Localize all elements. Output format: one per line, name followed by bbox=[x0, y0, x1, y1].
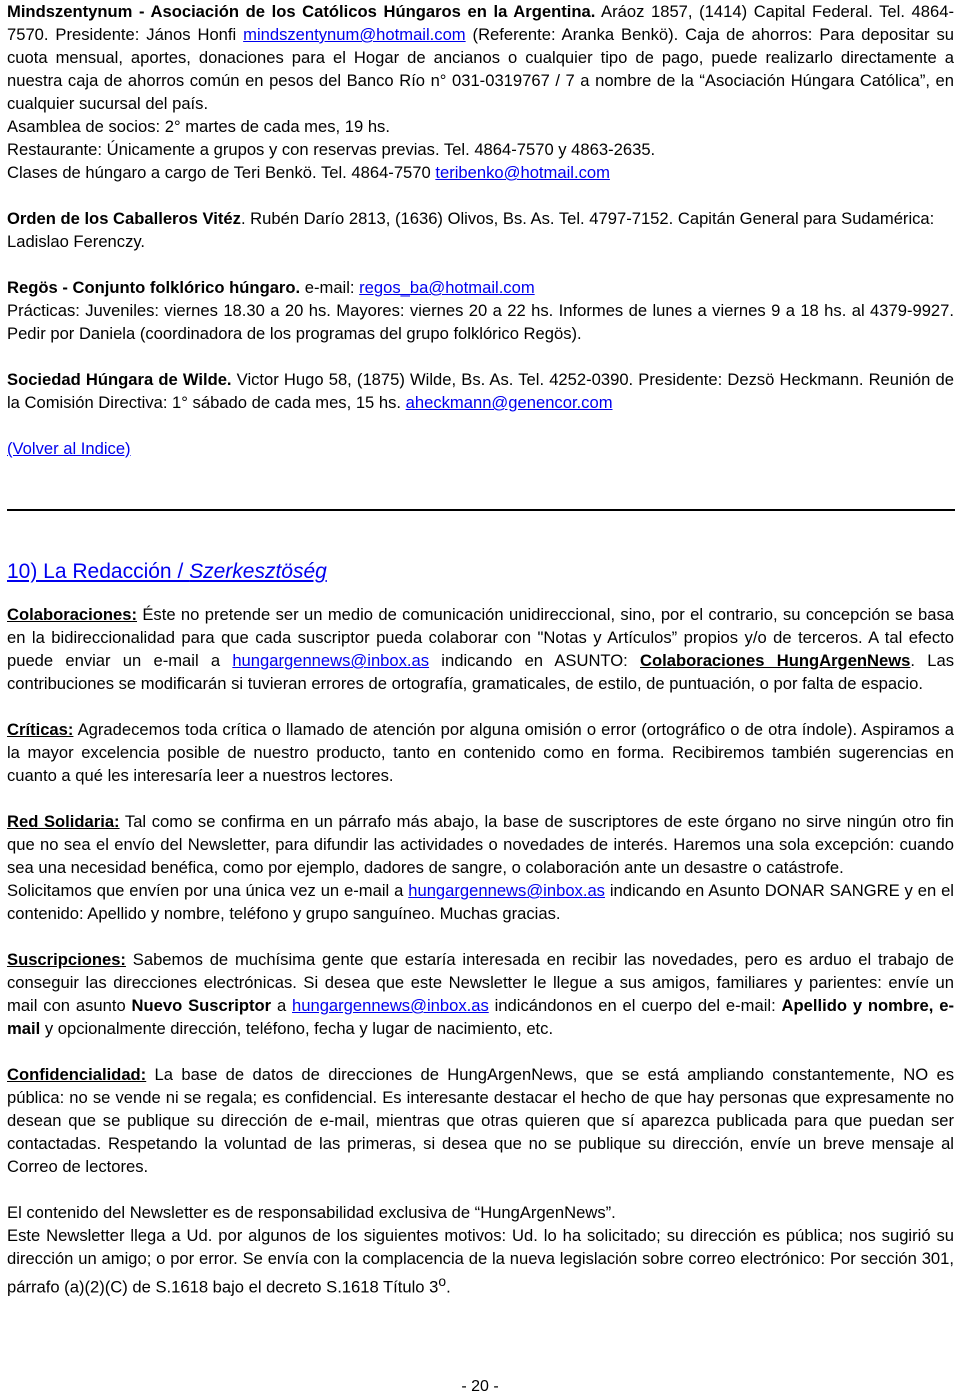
suscripciones-label: Suscripciones: bbox=[7, 950, 126, 969]
top-section bbox=[7, 0, 954, 460]
wilde-title: Sociedad Húngara de Wilde. bbox=[7, 370, 232, 389]
confidencialidad-label: Confidencialidad: bbox=[7, 1065, 147, 1084]
clases-text: Clases de húngaro a cargo de Teri Benkö. Tel. 4864-7570 bbox=[7, 163, 436, 182]
section-title-hungarian: Szerkesztöség bbox=[189, 560, 327, 583]
back-to-index-link[interactable]: (Volver al Indice) bbox=[7, 439, 131, 458]
back-to-index-paragraph bbox=[7, 437, 954, 460]
restaurante-line: Restaurante: Únicamente a grupos y con reservas previas. Tel. 4864-7570 y 4863-2635. bbox=[7, 140, 656, 159]
responsabilidad-line: El contenido del Newsletter es de responsabilidad exclusiva de “HungArgenNews”. bbox=[7, 1203, 616, 1222]
section-title-text: 10) La Redacción / bbox=[7, 560, 190, 583]
suscripciones-a: a bbox=[271, 996, 293, 1015]
mindszentynum-paragraph bbox=[7, 0, 954, 115]
suscripciones-text: Sabemos de muchísima gente que estaría interesada en recibir las novedades, pero es arduo el trabajo de conseguir las direcciones electrónicas. Si desea que este Newsletter le llegue a sus amigos, familiares y parientes: envíe un mail con asunto bbox=[7, 950, 954, 1015]
regos-title: Regös - Conjunto folklórico húngaro. bbox=[7, 278, 301, 297]
criticas-paragraph bbox=[7, 718, 954, 787]
red-solidaria-request-end: indicando en Asunto DONAR SANGRE y en el contenido: Apellido y nombre, teléfono y grupo sanguíneo. Muchas gracias. bbox=[7, 881, 954, 923]
colaboraciones-label: Colaboraciones: bbox=[7, 605, 138, 624]
motivos-text: Este Newsletter llega a Ud. por algunos de los siguientes motivos: Ud. lo ha solicitado; su dirección es pública; nos sugirió su dirección un amigo; o por error. Se envía con la complacencia de la nueva legislación sobre correo electrónico: Por sección 301, párrafo (a)(2)(C) de S.1618 bajo el decreto S.1618 Título 3 bbox=[7, 1226, 954, 1297]
superscript-o: o bbox=[438, 1273, 447, 1289]
suscripciones-paragraph bbox=[7, 948, 954, 1040]
criticas-text: Agradecemos toda crítica o llamado de atención por alguna omisión o error (ortográfico o de otra índole). Aspiramos a la mayor excelencia posible de nuestro producto, tanto en contenido como en forma. Recibiremos también sugerencias en cuanto a qué les interesaría leer a nuestros lectores. bbox=[7, 720, 954, 785]
red-solidaria-paragraph bbox=[7, 810, 954, 879]
asamblea-line: Asamblea de socios: 2° martes de cada mes, 19 hs. bbox=[7, 117, 390, 136]
motivos-paragraph bbox=[7, 1224, 954, 1299]
wilde-text: Victor Hugo 58, (1875) Wilde, Bs. As. Tel. 4252-0390. Presidente: Dezsö Heckmann. Reunión de la Comisión Directiva: 1° sábado de cada mes, 15 hs. bbox=[7, 370, 954, 412]
vitez-text: . Rubén Darío 2813, (1636) Olivos, Bs. As. Tel. 4797-7152. Capitán General para Sudamérica: Ladislao Ferenczy. bbox=[7, 209, 935, 251]
red-solidaria-request-text: Solicitamos que envíen por una única vez un e-mail a bbox=[7, 881, 409, 900]
vitez-title: Orden de los Caballeros Vitéz bbox=[7, 209, 241, 228]
apellido-nombre-bold: Apellido y nombre, e-mail bbox=[7, 996, 954, 1038]
wilde-paragraph bbox=[7, 368, 954, 414]
colaboraciones-subject: Colaboraciones HungArgenNews bbox=[640, 651, 911, 670]
mindszentynum-title: Mindszentynum - Asociación de los Católicos Húngaros en la Argentina. bbox=[7, 2, 596, 21]
teribenko-email-link[interactable]: teribenko@hotmail.com bbox=[435, 163, 610, 182]
motivos-end: . bbox=[446, 1277, 451, 1297]
section-title[interactable] bbox=[7, 558, 327, 586]
red-solidaria-request bbox=[7, 879, 954, 925]
red-solidaria-label: Red Solidaria: bbox=[7, 812, 120, 831]
regos-title-line bbox=[7, 276, 954, 299]
red-solidaria-email-link[interactable]: hungargennews@inbox.as bbox=[408, 881, 605, 900]
vitez-paragraph bbox=[7, 207, 954, 253]
mindszentynum-email-link[interactable]: mindszentynum@hotmail.com bbox=[243, 25, 466, 44]
colaboraciones-paragraph bbox=[7, 603, 954, 695]
suscripciones-text-mid: indicándonos en el cuerpo del e-mail: bbox=[488, 996, 782, 1015]
red-solidaria-text: Tal como se confirma en un párrafo más abajo, la base de suscriptores de este órgano no sirve ningún otro fin que no sea el envío del Newsletter, para difundir las actividades o novedades de interés. Haremos una sola excepción: cuando sea una necesidad benéfica, como por ejemplo, dadores de sangre, o colaboración ante un desastre o catástrofe. bbox=[7, 812, 954, 877]
mindszentynum-text: Aráoz 1857, (1414) Capital Federal. Tel. 4864-7570. Presidente: János Honfi bbox=[7, 2, 954, 44]
wilde-email-link[interactable]: aheckmann@genencor.com bbox=[405, 393, 613, 412]
colaboraciones-text: Éste no pretende ser un medio de comunicación unidireccional, sino, por el contrario, su concepción se basa en la bidireccionalidad para que cada suscriptor pueda colaborar con "Notas y Artículos” propios y/o de terceros. A tal efecto puede enviar un e-mail a bbox=[7, 605, 954, 670]
nuevo-suscriptor-bold: Nuevo Suscriptor bbox=[131, 996, 272, 1015]
section-divider bbox=[7, 509, 955, 511]
regos-practicas: Prácticas: Juveniles: viernes 18.30 a 20 hs. Mayores: viernes 20 a 22 hs. Informes de lunes a viernes 9 a 18 hs. al 4379-9927. Pedir por Daniela (coordinadora de los programas del grupo folklórico Regös). bbox=[7, 301, 954, 343]
colaboraciones-email-link[interactable]: hungargennews@inbox.as bbox=[232, 651, 430, 670]
regos-email-link[interactable]: regos_ba@hotmail.com bbox=[359, 278, 535, 297]
suscripciones-text-end: y opcionalmente dirección, teléfono, fecha y lugar de nacimiento, etc. bbox=[40, 1019, 554, 1038]
colaboraciones-text-end: . Las contribuciones se modificarán si tuvieran errores de ortografía, gramaticales, de estilo, de puntuación, o por falta de espacio. bbox=[7, 651, 954, 693]
regos-email-label: e-mail: bbox=[300, 278, 360, 297]
criticas-label: Críticas: bbox=[7, 720, 74, 739]
page-number: - 20 - bbox=[461, 1378, 499, 1395]
suscripciones-email-link[interactable]: hungargennews@inbox.as bbox=[292, 996, 489, 1015]
redaccion-section bbox=[7, 603, 954, 1299]
confidencialidad-paragraph bbox=[7, 1063, 954, 1178]
colaboraciones-asunto: indicando en ASUNTO: bbox=[429, 651, 641, 670]
confidencialidad-text: La base de datos de direcciones de HungArgenNews, que se está ampliando constantemente, NO es pública: no se vende ni se regala; es confidencial. Es interesante destacar el hecho de que hay personas que expresamente no desean que se publique su dirección de e-mail, mientras que otras quieren que sí aparezca publicada para que puedan ser contactadas. Respetando la voluntad de las primeras, si desea que no se publique su dirección, envíe un breve mensaje al Correo de lectores. bbox=[7, 1065, 954, 1176]
mindszentynum-caja-text: (Referente: Aranka Benkö). Caja de ahorros: Para depositar su cuota mensual, aportes, donaciones para el Hogar de ancianos o cualquier tipo de pago, puede realizarlo directamente a nuestra caja de ahorros común en pesos del Banco Río n° 031-0319767 / 7 a nombre de la “Asociación Húngara Católica”, en cualquier sucursal del país. bbox=[7, 25, 954, 113]
clases-line bbox=[7, 161, 954, 184]
